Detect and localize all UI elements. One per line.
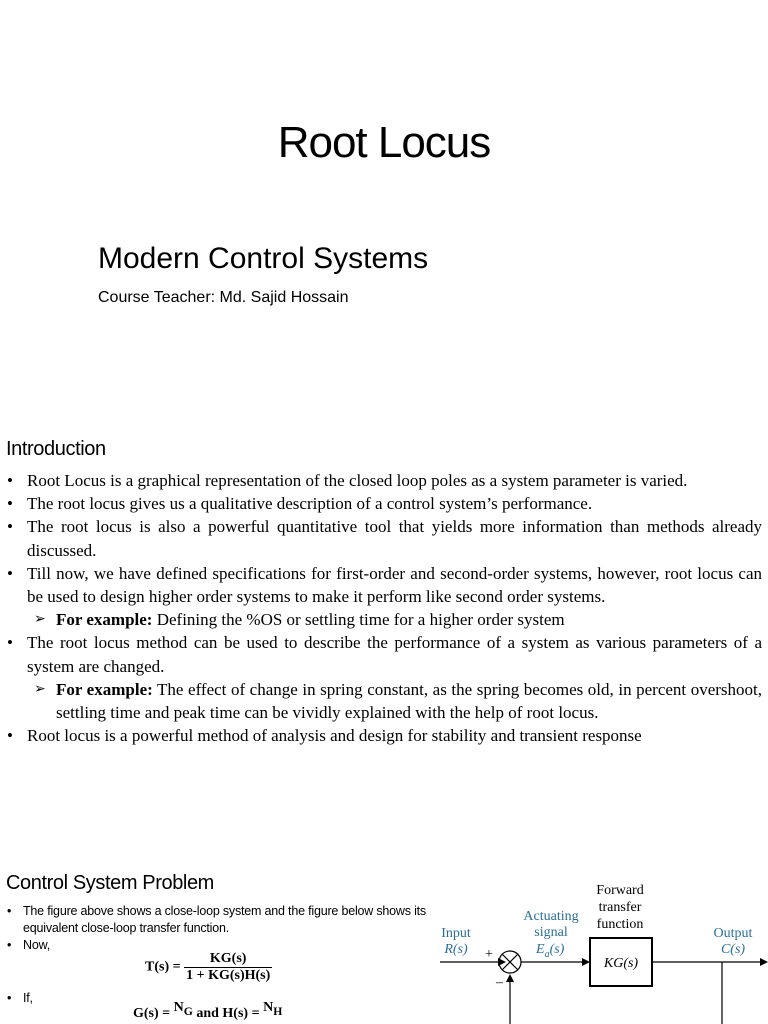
- minus-sign: –: [496, 975, 503, 990]
- list-item: [6, 469, 762, 492]
- slide-title: Root Locus: [277, 118, 491, 167]
- example-text: Defining the %OS or settling time for a higher order system: [152, 610, 565, 630]
- output-arrow-icon: [760, 958, 768, 966]
- control-problem-list-2: [6, 990, 430, 1007]
- ng-subscript: G: [183, 1004, 193, 1018]
- introduction-heading: Introduction: [6, 438, 106, 460]
- forward-arrow-icon: [582, 958, 590, 966]
- ea-suffix: (s): [549, 942, 565, 957]
- list-item: [6, 990, 430, 1007]
- forward-label-2: transfer: [598, 900, 642, 915]
- slide-subtitle: Modern Control Systems: [98, 242, 429, 275]
- list-item: [6, 515, 762, 561]
- equation-lhs: T(s) =: [145, 959, 181, 975]
- bullet-text: If,: [23, 991, 33, 1005]
- course-teacher: Course Teacher: Md. Sajid Hossain: [98, 289, 349, 306]
- sub-list: [27, 678, 762, 724]
- plus-sign: +: [485, 947, 493, 962]
- bullet-text: Root locus is a powerful method of analysis and design for stability and transient response: [27, 726, 642, 746]
- list-item: [6, 724, 762, 747]
- control-problem-list: [6, 903, 430, 954]
- input-symbol: R(s): [444, 942, 468, 957]
- example-label: For example:: [56, 610, 153, 630]
- list-item: [6, 903, 430, 937]
- ng-label: [173, 1000, 193, 1018]
- transfer-function-equation: [145, 951, 272, 984]
- forward-label-3: function: [596, 917, 644, 932]
- block-label: KG(s): [603, 956, 639, 971]
- nh-symbol: N: [263, 1000, 274, 1015]
- input-label: Input: [441, 926, 471, 941]
- example-text: The effect of change in spring constant, as the spring becomes old, in percent overshoot, settling time and peak time can be vividly explained with the help of root locus.: [56, 679, 762, 723]
- output-label: Output: [713, 926, 753, 941]
- ea-symbol: E: [536, 942, 545, 957]
- list-item: [6, 631, 762, 724]
- g-label: G(s) =: [133, 1006, 171, 1021]
- h-label: and H(s) =: [196, 1006, 260, 1021]
- list-item: [6, 562, 762, 632]
- ea-label: [535, 942, 565, 960]
- title-slide: [0, 0, 768, 420]
- nh-subscript: H: [273, 1004, 283, 1018]
- bullet-text: Root Locus is a graphical representation of the closed loop poles as a system parameter is varied.: [27, 471, 688, 490]
- list-item: [6, 492, 762, 515]
- bullet-text: Now,: [23, 938, 50, 952]
- sub-list-item: [27, 678, 762, 724]
- feedback-arrow-icon: [506, 974, 514, 982]
- control-problem-heading: Control System Problem: [6, 872, 214, 894]
- bullet-text: The root locus gives us a qualitative description of a control system’s performance.: [27, 494, 593, 514]
- bullet-text: The root locus is also a powerful quantitative tool that yields more information than methods already discussed.: [27, 517, 762, 560]
- equation-numerator: KG(s): [184, 951, 272, 968]
- forward-label-1: Forward: [596, 883, 644, 898]
- example-label: For example:: [56, 679, 153, 699]
- bullet-text: The root locus method can be used to describe the performance of a system as various parameters of a system are changed.: [27, 633, 762, 676]
- introduction-list: [6, 469, 762, 747]
- sub-list: [27, 608, 762, 631]
- output-symbol: C(s): [720, 942, 746, 957]
- bullet-text: Till now, we have defined specifications for first-order and second-order systems, however, root locus can be used to design higher order systems to make it perform like second order systems.: [27, 563, 762, 607]
- actuating-label-1: Actuating: [523, 909, 579, 924]
- ng-symbol: N: [173, 1000, 184, 1015]
- ea-subscript: a: [544, 949, 550, 960]
- equation-denominator: 1 + KG(s)H(s): [186, 968, 271, 983]
- bullet-text: The figure above shows a close-loop system and the figure below shows its equivalent close-loop transfer function.: [23, 904, 426, 935]
- feedback-block-diagram: [432, 872, 768, 1024]
- actuating-label-2: signal: [534, 925, 568, 940]
- if-equation: [133, 1000, 283, 1024]
- nh-label: [263, 1000, 283, 1018]
- equation-fraction: [184, 951, 272, 984]
- sub-list-item: [27, 608, 762, 631]
